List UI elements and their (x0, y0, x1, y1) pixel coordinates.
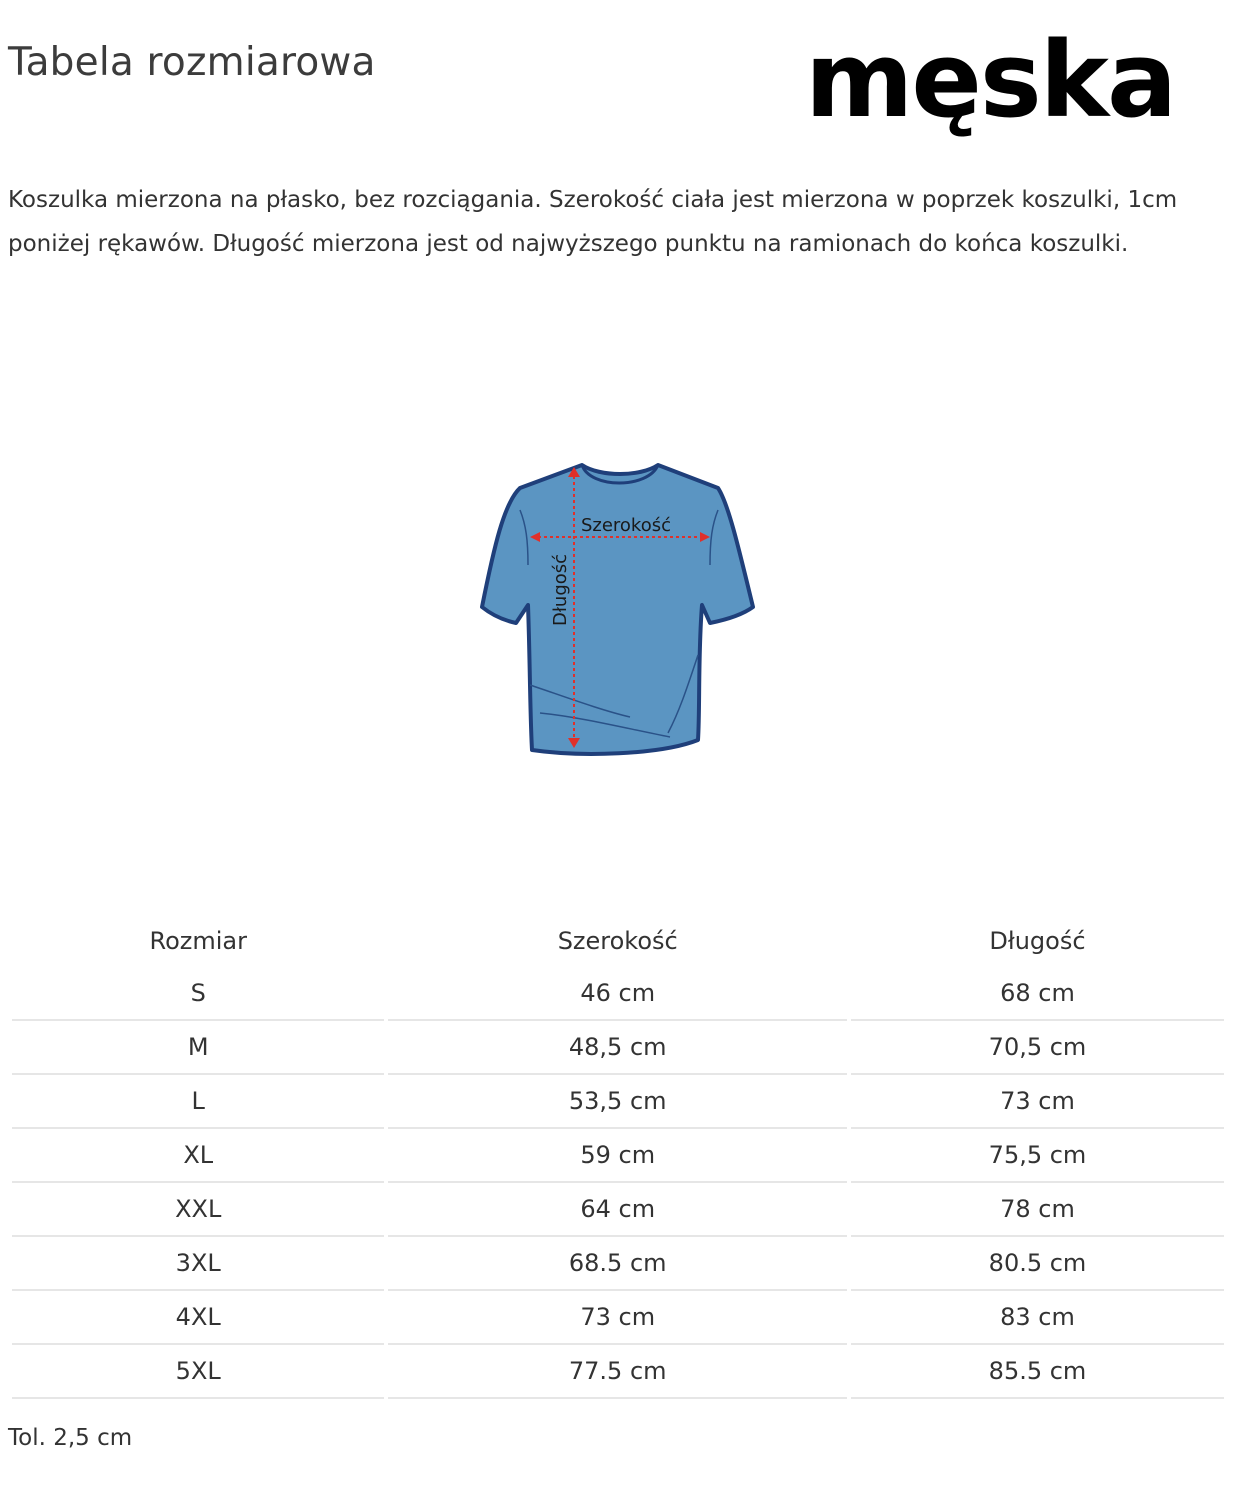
tshirt-illustration (470, 455, 770, 765)
table-row (12, 1021, 1224, 1075)
size-cell: 4XL (12, 1291, 384, 1345)
length-cell: 70,5 cm (851, 1021, 1224, 1075)
page-title: Tabela rozmiarowa (8, 40, 376, 85)
size-table (8, 915, 1228, 1399)
width-cell: 46 cm (388, 967, 847, 1021)
tolerance-note: Tol. 2,5 cm (8, 1425, 133, 1451)
width-cell: 77.5 cm (388, 1345, 847, 1399)
length-cell: 80.5 cm (851, 1237, 1224, 1291)
gender-label: męska (805, 19, 1176, 141)
width-cell: 64 cm (388, 1183, 847, 1237)
table-row (12, 1075, 1224, 1129)
table-row (12, 1237, 1224, 1291)
description: Koszulka mierzona na płasko, bez rozciągania. Szerokość ciała jest mierzona w poprzek koszulki, 1cm poniżej rękawów. Długość mierzona jest od najwyższego punktu na ramionach do końca koszulki. (8, 187, 1178, 257)
size-cell: M (12, 1021, 384, 1075)
column-header-size: Rozmiar (149, 927, 247, 955)
length-cell: 68 cm (851, 967, 1224, 1021)
table-row (12, 967, 1224, 1021)
length-cell: 73 cm (851, 1075, 1224, 1129)
size-cell: S (12, 967, 384, 1021)
size-cell: XXL (12, 1183, 384, 1237)
length-cell: 83 cm (851, 1291, 1224, 1345)
width-label: Szerokość (580, 515, 672, 536)
table-header-row (12, 915, 1224, 967)
length-cell: 85.5 cm (851, 1345, 1224, 1399)
table-row (12, 1129, 1224, 1183)
size-cell: 5XL (12, 1345, 384, 1399)
width-cell: 73 cm (388, 1291, 847, 1345)
length-label: Długość (550, 553, 571, 627)
table-row (12, 1183, 1224, 1237)
width-cell: 53,5 cm (388, 1075, 847, 1129)
table-row (12, 1291, 1224, 1345)
table-row (12, 1345, 1224, 1399)
size-cell: XL (12, 1129, 384, 1183)
length-cell: 75,5 cm (851, 1129, 1224, 1183)
column-header-width: Szerokość (557, 927, 678, 955)
width-cell: 68.5 cm (388, 1237, 847, 1291)
column-header-length: Długość (989, 927, 1086, 955)
tshirt-diagram (470, 455, 770, 765)
width-cell: 48,5 cm (388, 1021, 847, 1075)
size-cell: 3XL (12, 1237, 384, 1291)
size-cell: L (12, 1075, 384, 1129)
width-cell: 59 cm (388, 1129, 847, 1183)
tshirt-shape (482, 465, 753, 754)
length-cell: 78 cm (851, 1183, 1224, 1237)
